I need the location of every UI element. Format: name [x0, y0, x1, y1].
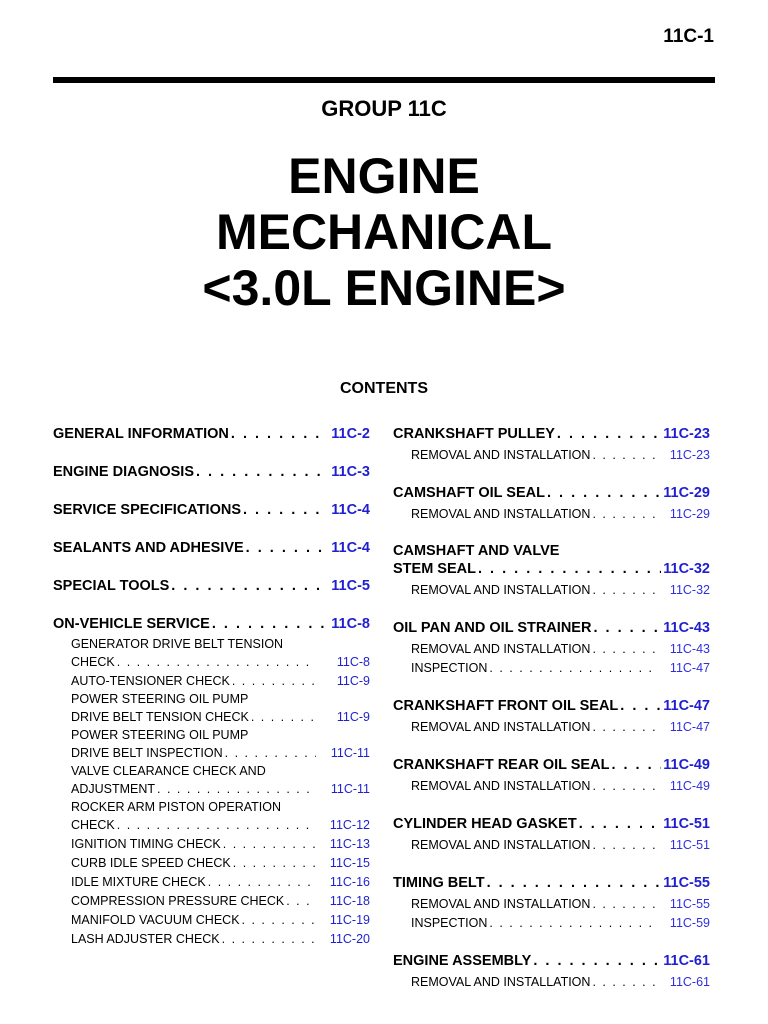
- section-page-link[interactable]: 11C-51: [663, 816, 710, 832]
- subitem-page-link[interactable]: 11C-49: [669, 779, 710, 793]
- subitem-title: REMOVAL AND INSTALLATION: [411, 720, 591, 734]
- toc-subitem[interactable]: [53, 816, 370, 835]
- toc-subitems: [393, 581, 710, 600]
- dot-leader: [592, 836, 656, 855]
- subitem-title: REMOVAL AND INSTALLATION: [411, 975, 591, 989]
- toc-section-entry[interactable]: [393, 697, 710, 716]
- toc-section: [393, 815, 710, 855]
- dot-leader: [592, 973, 656, 992]
- subitem-title: DRIVE BELT TENSION CHECK: [71, 710, 249, 724]
- toc-subitem[interactable]: [53, 780, 370, 799]
- section-page-link[interactable]: 11C-23: [663, 426, 710, 442]
- toc-section: [393, 543, 710, 600]
- dot-leader: [593, 619, 661, 638]
- group-label: GROUP 11C: [321, 96, 447, 121]
- subitem-page-link[interactable]: 11C-43: [669, 642, 710, 656]
- toc-section-entry[interactable]: [53, 463, 370, 482]
- dot-leader: [592, 581, 656, 600]
- subitem-title: IDLE MIXTURE CHECK: [71, 875, 206, 889]
- dot-leader: [251, 708, 316, 727]
- title-line: ENGINE: [288, 148, 480, 204]
- subitem-title: CHECK: [71, 818, 115, 832]
- toc-subitem[interactable]: [53, 835, 370, 854]
- subitem-page-link[interactable]: 11C-47: [669, 661, 710, 675]
- toc-subitems: [53, 636, 370, 949]
- subitem-page-link[interactable]: 11C-12: [329, 818, 370, 832]
- toc-subitem[interactable]: [393, 895, 710, 914]
- subitem-title: REMOVAL AND INSTALLATION: [411, 448, 591, 462]
- dot-leader: [233, 854, 316, 873]
- section-title: STEM SEAL: [393, 561, 476, 577]
- toc-subitem[interactable]: [53, 672, 370, 691]
- section-title: CYLINDER HEAD GASKET: [393, 816, 577, 832]
- subitem-page-link[interactable]: 11C-11: [330, 746, 370, 760]
- toc-section: [393, 756, 710, 796]
- subitem-page-link[interactable]: 11C-61: [669, 975, 710, 989]
- toc-section-entry[interactable]: [53, 501, 370, 520]
- toc-subitem[interactable]: [393, 777, 710, 796]
- section-page-link[interactable]: 11C-43: [663, 620, 710, 636]
- dot-leader: [611, 756, 661, 775]
- subitem-title: CHECK: [71, 655, 115, 669]
- dot-leader: [225, 744, 316, 763]
- toc-section: [393, 425, 710, 465]
- dot-leader: [223, 835, 316, 854]
- section-title: CRANKSHAFT REAR OIL SEAL: [393, 757, 610, 773]
- subitem-page-link[interactable]: 11C-19: [329, 913, 370, 927]
- dot-leader: [117, 653, 316, 672]
- toc-section: [53, 539, 370, 558]
- section-page-link[interactable]: 11C-8: [331, 616, 370, 632]
- subitem-title: REMOVAL AND INSTALLATION: [411, 583, 591, 597]
- section-title: SEALANTS AND ADHESIVE: [53, 540, 244, 556]
- dot-leader: [592, 640, 656, 659]
- section-title: ENGINE ASSEMBLY: [393, 953, 532, 969]
- section-title: ENGINE DIAGNOSIS: [53, 464, 194, 480]
- dot-leader: [243, 501, 324, 520]
- toc-subitem[interactable]: [393, 914, 710, 933]
- toc-section: [393, 484, 710, 524]
- page-title: [0, 148, 768, 316]
- dot-leader: [592, 895, 656, 914]
- title-line: <3.0L ENGINE>: [202, 260, 566, 316]
- subitem-title: IGNITION TIMING CHECK: [71, 837, 221, 851]
- section-page-link[interactable]: 11C-2: [331, 426, 370, 442]
- toc-section-entry[interactable]: [53, 425, 370, 444]
- dot-leader: [246, 539, 324, 558]
- toc-subitems: [393, 718, 710, 737]
- subitem-title: LASH ADJUSTER CHECK: [71, 932, 220, 946]
- toc-section: [393, 874, 710, 933]
- toc-subitem[interactable]: [393, 446, 710, 465]
- subitem-title: MANIFOLD VACUUM CHECK: [71, 913, 240, 927]
- toc-subitem[interactable]: [53, 911, 370, 930]
- dot-leader: [157, 780, 316, 799]
- subitem-title: CURB IDLE SPEED CHECK: [71, 856, 231, 870]
- dot-leader: [557, 425, 661, 444]
- toc-subitems: [393, 777, 710, 796]
- subitem-page-link[interactable]: 11C-59: [669, 916, 710, 930]
- subitem-title: ADJUSTMENT: [71, 782, 156, 796]
- section-page-link[interactable]: 11C-61: [663, 953, 710, 969]
- subitem-title: COMPRESSION PRESSURE CHECK: [71, 894, 285, 908]
- subitem-page-link[interactable]: 11C-8: [336, 655, 370, 669]
- toc-section-entry[interactable]: [53, 615, 370, 634]
- toc-section: [53, 463, 370, 482]
- subitem-page-link[interactable]: 11C-55: [669, 897, 710, 911]
- subitem-page-link[interactable]: 11C-51: [669, 838, 710, 852]
- title-line: MECHANICAL: [215, 204, 553, 260]
- dot-leader: [592, 777, 656, 796]
- dot-leader: [242, 911, 316, 930]
- section-title: SERVICE SPECIFICATIONS: [53, 502, 241, 518]
- section-title: OIL PAN AND OIL STRAINER: [393, 620, 592, 636]
- subitem-page-link[interactable]: 11C-32: [669, 583, 710, 597]
- toc-subitem[interactable]: [53, 930, 370, 949]
- toc-section-entry[interactable]: [393, 874, 710, 893]
- toc-section: [393, 697, 710, 737]
- toc-subitems: [393, 973, 710, 992]
- subitem-title: AUTO-TENSIONER CHECK: [71, 674, 230, 688]
- toc-subitem[interactable]: [53, 854, 370, 873]
- toc-section-entry[interactable]: [393, 560, 710, 579]
- dot-leader: [579, 815, 662, 834]
- subitem-title: INSPECTION: [411, 916, 488, 930]
- subitem-title: INSPECTION: [411, 661, 488, 675]
- subitem-title: REMOVAL AND INSTALLATION: [411, 897, 591, 911]
- section-page-link[interactable]: 11C-47: [663, 698, 710, 714]
- section-title: SPECIAL TOOLS: [53, 578, 170, 594]
- subitem-line: ROCKER ARM PISTON OPERATION: [71, 800, 281, 814]
- section-title: CRANKSHAFT PULLEY: [393, 426, 555, 442]
- section-page-link[interactable]: 11C-32: [663, 561, 710, 577]
- dot-leader: [196, 463, 324, 482]
- subitem-page-link[interactable]: 11C-9: [336, 710, 370, 724]
- subitem-line: POWER STEERING OIL PUMP: [71, 728, 249, 742]
- dot-leader: [171, 577, 324, 596]
- subitem-page-link[interactable]: 11C-47: [669, 720, 710, 734]
- toc-section-entry[interactable]: [393, 756, 710, 775]
- toc-subitem[interactable]: [53, 744, 370, 763]
- dot-leader: [592, 718, 656, 737]
- dot-leader: [231, 425, 324, 444]
- section-page-link[interactable]: 11C-4: [331, 502, 370, 518]
- dot-leader: [487, 874, 662, 893]
- toc-section-entry[interactable]: [393, 425, 710, 444]
- toc-section-entry[interactable]: [393, 619, 710, 638]
- toc-subitem[interactable]: [53, 653, 370, 672]
- subitem-page-link[interactable]: 11C-29: [669, 507, 710, 521]
- toc-section-entry[interactable]: [53, 577, 370, 596]
- subitem-page-link[interactable]: 11C-13: [329, 837, 370, 851]
- section-title: ON-VEHICLE SERVICE: [53, 616, 210, 632]
- dot-leader: [208, 873, 316, 892]
- toc-subitems: [393, 895, 710, 933]
- header-rule: [53, 77, 715, 83]
- contents-heading: CONTENTS: [340, 380, 428, 397]
- dot-leader: [232, 672, 316, 691]
- subitem-line: POWER STEERING OIL PUMP: [71, 692, 249, 706]
- subitem-line: GENERATOR DRIVE BELT TENSION: [71, 637, 284, 651]
- dot-leader: [547, 484, 661, 503]
- section-title-line: CAMSHAFT AND VALVE: [393, 543, 560, 559]
- toc-subitem[interactable]: [393, 581, 710, 600]
- toc-subitems: [393, 505, 710, 524]
- section-page-link[interactable]: 11C-4: [331, 540, 370, 556]
- subitem-page-link[interactable]: 11C-20: [329, 932, 370, 946]
- subitem-page-link[interactable]: 11C-15: [329, 856, 370, 870]
- section-title: GENERAL INFORMATION: [53, 426, 229, 442]
- toc-section: [53, 577, 370, 596]
- toc-subitem[interactable]: [393, 640, 710, 659]
- dot-leader: [117, 816, 316, 835]
- toc-section-entry[interactable]: [53, 539, 370, 558]
- toc-section: [393, 619, 710, 678]
- subitem-page-link[interactable]: 11C-18: [329, 894, 370, 908]
- section-title: CRANKSHAFT FRONT OIL SEAL: [393, 698, 619, 714]
- toc-subitem[interactable]: [393, 973, 710, 992]
- subitem-page-link[interactable]: 11C-23: [669, 448, 710, 462]
- dot-leader: [222, 930, 316, 949]
- dot-leader: [620, 697, 661, 716]
- toc-section: [53, 615, 370, 949]
- toc-subitems: [393, 446, 710, 465]
- toc-section-entry[interactable]: [393, 815, 710, 834]
- dot-leader: [533, 952, 661, 971]
- toc-subitem[interactable]: [393, 718, 710, 737]
- toc-section-entry[interactable]: [393, 484, 710, 503]
- section-title: CAMSHAFT OIL SEAL: [393, 485, 545, 501]
- toc-subitem[interactable]: [53, 873, 370, 892]
- toc-subitems: [393, 836, 710, 855]
- subitem-title: REMOVAL AND INSTALLATION: [411, 838, 591, 852]
- toc-section: [53, 501, 370, 520]
- toc-subitem[interactable]: [393, 836, 710, 855]
- dot-leader: [592, 446, 656, 465]
- section-page-link[interactable]: 11C-5: [331, 578, 370, 594]
- subitem-page-link[interactable]: 11C-11: [330, 782, 370, 796]
- subitem-title: REMOVAL AND INSTALLATION: [411, 779, 591, 793]
- subitem-title: DRIVE BELT INSPECTION: [71, 746, 223, 760]
- dot-leader: [592, 505, 656, 524]
- section-title: TIMING BELT: [393, 875, 485, 891]
- toc-right-column: [393, 425, 710, 1011]
- dot-leader: [286, 892, 316, 911]
- toc-section: [393, 952, 710, 992]
- toc-left-column: [53, 425, 370, 968]
- toc-subitem[interactable]: [53, 708, 370, 727]
- toc-subitem[interactable]: [393, 505, 710, 524]
- subitem-line: VALVE CLEARANCE CHECK AND: [71, 764, 266, 778]
- toc-section-entry[interactable]: [393, 952, 710, 971]
- dot-leader: [478, 560, 661, 579]
- subitem-page-link[interactable]: 11C-16: [329, 875, 370, 889]
- section-page-link[interactable]: 11C-55: [663, 875, 710, 891]
- subitem-page-link[interactable]: 11C-9: [336, 674, 370, 688]
- dot-leader: [489, 659, 656, 678]
- section-page-link[interactable]: 11C-3: [331, 464, 370, 480]
- section-page-link[interactable]: 11C-49: [663, 757, 710, 773]
- toc-subitem[interactable]: [53, 892, 370, 911]
- dot-leader: [489, 914, 656, 933]
- toc-section: [53, 425, 370, 444]
- page-number: 11C-1: [663, 26, 714, 47]
- subitem-title: REMOVAL AND INSTALLATION: [411, 642, 591, 656]
- subitem-title: REMOVAL AND INSTALLATION: [411, 507, 591, 521]
- section-page-link[interactable]: 11C-29: [663, 485, 710, 501]
- toc-subitems: [393, 640, 710, 678]
- dot-leader: [212, 615, 324, 634]
- toc-subitem[interactable]: [393, 659, 710, 678]
